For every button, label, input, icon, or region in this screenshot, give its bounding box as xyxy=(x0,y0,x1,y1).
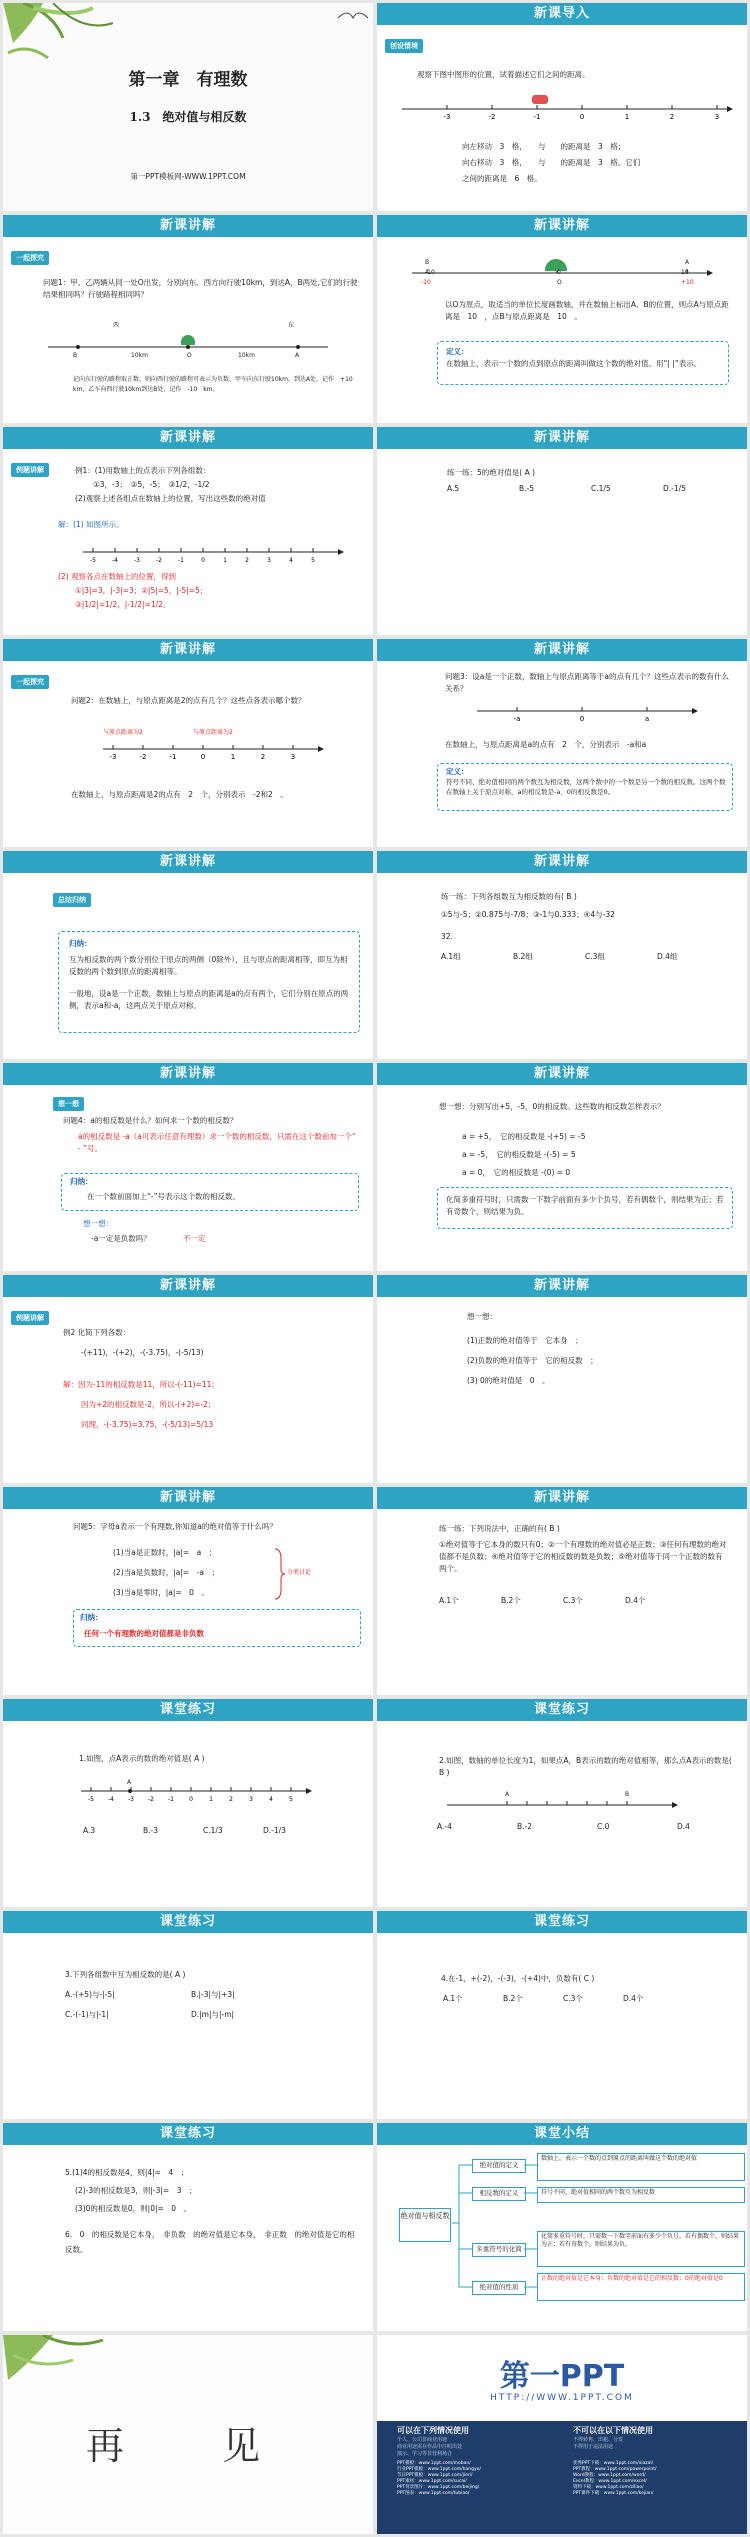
slide-header: 新课讲解 xyxy=(377,1063,747,1085)
slide-header: 课堂练习 xyxy=(377,1911,747,1933)
number-line xyxy=(412,251,712,291)
slide-def-abs xyxy=(377,215,747,423)
case-1: (1)当a是正数时，|a|= a ； xyxy=(113,1548,217,1557)
tick-label: -3 xyxy=(443,113,451,121)
bamboo-decoration xyxy=(3,3,373,63)
car-icon xyxy=(181,335,195,345)
tick-label: -5 xyxy=(90,557,96,564)
choice-d: D.4个 xyxy=(623,1994,644,2003)
summary-text: 在一个数前面加上“-”号表示这个数的相反数。 xyxy=(87,1192,240,1201)
slide-question-5 xyxy=(3,1487,373,1695)
tick-label: -3 xyxy=(109,753,117,761)
tick-label: -5 xyxy=(88,1796,94,1803)
slide-header: 新课讲解 xyxy=(377,639,747,661)
desc-text: 以O为原点，取适当的单位长度画数轴，并在数轴上标出A、B的位置，则点A与原点距离是 10 ，点B与原点距离是 10 。 xyxy=(445,300,729,321)
summary-box xyxy=(437,1187,733,1229)
tick-label: -1 xyxy=(533,113,541,121)
row-1: a = +5， 它的相反数是 -(+5) = -5 xyxy=(462,1132,586,1141)
summary-title: 归纳： xyxy=(70,1177,93,1186)
q6: 6. 0 的相反数是它本身， 非负数 的绝对值是它本身， 非正数 的绝对值是它的相反数。 xyxy=(65,2230,355,2254)
link-item[interactable]: 资料下载：www.1ppt.com/ziliao/ xyxy=(573,2485,644,2490)
point-b-label: B xyxy=(625,1791,630,1798)
slide-goodbye xyxy=(3,2335,373,2534)
think-title: 想一想： xyxy=(83,1219,113,1228)
q2: (2)观察上述各组点在数轴上的位置，写出这些数的绝对值 xyxy=(75,494,266,503)
slide-practice-1 xyxy=(377,427,747,635)
option-b: B.-5 xyxy=(519,484,535,493)
slide-header: 新课讲解 xyxy=(377,851,747,873)
dir-east: 东 xyxy=(288,322,295,329)
link-item[interactable]: 优秀PPT下载：www.1ppt.com/xiazai/ xyxy=(573,2461,654,2466)
site-label: 第一PPT模板网-WWW.1PPT.COM xyxy=(130,172,246,181)
q5-2: (2)-3的相反数是3，则|-3|= 3 ； xyxy=(75,2186,197,2195)
link-item[interactable]: 节日PPT模板：www.1ppt.com/jieri/ xyxy=(397,2473,473,2478)
left-item: 个人、公司非商业用途 xyxy=(397,2437,448,2443)
slide-think-3 xyxy=(377,1275,747,1483)
detail-multi-sign: 化简多重符号时，只需数一下数字前面有多少个负号，若有偶数个，则结果为正；若有奇数个，则结果为负。 xyxy=(537,2231,745,2267)
tick-label: -1 xyxy=(178,557,184,564)
answer-3: 同理，-(-3.75)=3.75，-(-5/13)=5/13 xyxy=(81,1420,214,1429)
node-abs-def: 绝对值的定义 xyxy=(472,2159,526,2173)
tick-label: -3 xyxy=(134,557,140,564)
tick-label: 1 xyxy=(209,1796,213,1803)
choice-d: D.4 xyxy=(677,1822,690,1831)
question-text: 问题2：在数轴上，与原点距离是2的点有几个？这些点各表示哪个数？ xyxy=(71,696,306,705)
link-item[interactable]: Excel教程：www.1ppt.com/excel/ xyxy=(573,2479,647,2484)
tick-label: 2 xyxy=(245,557,249,564)
slide-header: 课堂练习 xyxy=(377,1699,747,1721)
number-line xyxy=(103,739,323,765)
summary-box xyxy=(73,1609,361,1647)
choice-b: B.2组 xyxy=(513,952,533,961)
section-tag: 总结归纳 xyxy=(53,893,91,907)
q1b: ①3，-3； ②5，-5； ③1/2，-1/2 xyxy=(93,480,210,489)
case-3: (3)当a是零时，|a|= 0 。 xyxy=(113,1588,209,1597)
slide-header: 课堂小结 xyxy=(377,2123,747,2145)
tick-label: -3 xyxy=(128,1796,134,1803)
right-items xyxy=(573,2437,623,2451)
link-list-left xyxy=(397,2461,562,2497)
option-b: B.|-3|与|+3| xyxy=(191,1990,235,1999)
slide-header: 新课讲解 xyxy=(3,1275,373,1297)
node-opp-def: 相反数的定义 xyxy=(472,2187,526,2201)
ans2: (2) 观察各点在数轴上的位置，得到 xyxy=(58,572,177,581)
label-dist-right: 与原点距离为2 xyxy=(193,729,233,736)
root-node: 绝对值与相反数 xyxy=(399,2208,451,2242)
tick-label: 2 xyxy=(260,753,266,761)
answer-text: 在数轴上，与原点距离是2的点有 2 个，分别表示 -2和2 。 xyxy=(71,790,288,799)
tick-label: 0 xyxy=(200,753,206,761)
option-d: D.|m|与|-m| xyxy=(191,2010,235,2019)
q5-1: 5.(1)4的相反数是4，则|4|= 4 ； xyxy=(65,2168,189,2177)
slide-think-1 xyxy=(3,1063,373,1271)
link-item[interactable]: 行业PPT模板：www.1ppt.com/hangye/ xyxy=(397,2467,481,2472)
car-icon xyxy=(532,95,548,104)
choice-d: D.4组 xyxy=(657,952,678,961)
left-item: 演示、学习等非营利场合 xyxy=(397,2451,453,2457)
left-title: 可以在下列情况使用 xyxy=(397,2426,469,2435)
tick-label: 0 xyxy=(201,557,205,564)
label-10km-left: 10km xyxy=(131,352,148,359)
chapter-title: 第一章 有理数 xyxy=(128,70,248,90)
slide-explore-1 xyxy=(3,215,373,423)
summary-title: 归纳： xyxy=(80,1613,103,1622)
tick-0: 0 xyxy=(557,269,561,276)
choice-b: B.2个 xyxy=(503,1994,523,2003)
options-text: ①5与-5；②0.875与-7/8；③-1与0.333；④4与-32 xyxy=(441,910,615,919)
extra-text: 32. xyxy=(441,932,453,941)
goodbye-text: 再 见 xyxy=(85,2424,290,2468)
link-item[interactable]: PPT图表：www.1ppt.com/tubiao/ xyxy=(397,2491,470,2496)
slide-header: 新课讲解 xyxy=(3,1487,373,1509)
intro-text: 观察下图中图形的位置，试着描述它们之间的距离。 xyxy=(417,70,590,79)
slide-branding xyxy=(377,2335,747,2534)
number-line xyxy=(83,544,343,568)
slide-header: 课堂练习 xyxy=(3,1911,373,1933)
tick-label: -2 xyxy=(156,557,162,564)
tick-label: 3 xyxy=(290,753,296,761)
left-item: 商业用途需在作品中注明出处 xyxy=(397,2444,463,2450)
label-plus10: +10 xyxy=(681,279,694,286)
label-b: B xyxy=(425,259,430,266)
think-title: 想一想： xyxy=(467,1312,497,1321)
slide-header: 新课讲解 xyxy=(377,427,747,449)
choice-a: A.1组 xyxy=(441,952,461,961)
row-3: a = 0， 它的相反数是 -(0) = 0 xyxy=(462,1168,571,1177)
label-o: O xyxy=(557,279,562,286)
label-10km-right: 10km xyxy=(238,352,255,359)
tick-label: -4 xyxy=(112,557,118,564)
slide-header: 新课讲解 xyxy=(3,215,373,237)
option-a: A.-(+5)与-|-5| xyxy=(65,1990,115,1999)
section-tag: 一起探究 xyxy=(11,251,49,265)
brace xyxy=(275,1549,285,1599)
question-text: 4.在-1，+(-2)，-(-3)，-(+4)中，负数有( C ) xyxy=(441,1974,595,1983)
choice-c: C.0 xyxy=(597,1822,610,1831)
choice-c: C.3组 xyxy=(585,952,605,961)
choice-c: C.3个 xyxy=(563,1596,583,1605)
tick-label: 5 xyxy=(289,1796,293,1803)
slide-header: 新课讲解 xyxy=(377,1487,747,1509)
detail-abs-def: 数轴上，表示一个数的点到原点的距离叫做这个数的绝对值 xyxy=(537,2153,745,2181)
tick-label: 3 xyxy=(714,113,720,121)
tick-label: -4 xyxy=(108,1796,114,1803)
number-line xyxy=(447,1795,677,1815)
rule-3: (3) 0的绝对值是 0 。 xyxy=(467,1376,550,1385)
cover-slide xyxy=(3,3,373,211)
dir-west: 西 xyxy=(113,322,120,329)
slide-explore-3 xyxy=(377,639,747,847)
slide-think-2 xyxy=(377,1063,747,1271)
question-text: 练一练：下列说法中，正确的有( B ) xyxy=(439,1524,560,1533)
question-text: 2.如图，数轴的单位长度为1，如果点A，B表示的数的绝对值相等，那么点A表示的数是( B ) xyxy=(439,1756,732,1777)
q1: 例1：(1)用数轴上的点表示下列各组数： xyxy=(75,466,211,475)
point-a-label: A xyxy=(505,1791,510,1798)
tick-label: 4 xyxy=(289,557,293,564)
tick-label: -1 xyxy=(169,753,177,761)
tick-label: 0 xyxy=(579,113,585,121)
choice-c: C.1/3 xyxy=(203,1826,223,1835)
tick-label: 3 xyxy=(249,1796,253,1803)
think-a: 不一定 xyxy=(183,1234,206,1243)
answer-text: 在数轴上，与原点距离是a的点有 2 个，分别表示 -a和a xyxy=(445,740,647,749)
ans4: ③|1/2|=1/2，|-1/2|=1/2。 xyxy=(75,600,171,609)
tick-label: 2 xyxy=(669,113,675,121)
tick-label: 3 xyxy=(267,557,271,564)
slide-practice-3 xyxy=(377,1487,747,1695)
label-minus10: -10 xyxy=(421,279,431,286)
link-item[interactable]: Word教程：www.1ppt.com/word/ xyxy=(573,2473,646,2478)
tick-label: 4 xyxy=(269,1796,273,1803)
tick-label: a xyxy=(644,715,650,723)
link-list-right xyxy=(573,2461,738,2497)
tick-label: 0 xyxy=(189,1796,193,1803)
node-multi-sign: 多重符号的化简 xyxy=(472,2243,526,2257)
point-a-label: A xyxy=(127,1779,132,1786)
statements: ①绝对值等于它本身的数只有0；②一个有理数的绝对值必是正数；③任何有理数的绝对值都不是负数；④绝对值等于它的相反数的数是负数；⑤绝对值等于同一个正数的数有两个。 xyxy=(439,1540,727,1573)
slide-intro xyxy=(377,3,747,211)
question-text: 1.如图，点A表示的数的绝对值是( A ) xyxy=(79,1754,205,1763)
slide-header: 课堂练习 xyxy=(3,1699,373,1721)
tick-label: 0 xyxy=(579,715,585,723)
answer-1: 解：因为-11的相反数是11，所以-(-11)=11； xyxy=(63,1380,219,1389)
side-label: 分类讨论 xyxy=(287,1569,312,1576)
row-2: a = -5， 它的相反数是 -(-5) = 5 xyxy=(462,1150,576,1159)
choice-b: B.2个 xyxy=(501,1596,521,1605)
slide-exercise-1 xyxy=(3,1699,373,1907)
number-line xyxy=(402,97,732,127)
tick-label: 1 xyxy=(230,753,236,761)
link-item[interactable]: PPT教程：www.1ppt.com/powerpoint/ xyxy=(573,2467,657,2472)
summary-p2: 一般地，设a是一个正数，数轴上与原点的距离是a的点有两个，它们分别在原点的两侧，表示a和-a，这两点关于原点对称。 xyxy=(69,989,349,1010)
tick-label: -2 xyxy=(139,753,147,761)
option-c: C.-(-1)与|-1| xyxy=(65,2010,109,2019)
slide-exercise-3 xyxy=(3,1911,373,2119)
tick-10: 10 xyxy=(681,269,689,276)
section-tag: 想一想 xyxy=(53,1097,84,1111)
slide-header: 新课导入 xyxy=(377,3,747,25)
logo-text: 第一PPT xyxy=(499,2359,625,2394)
right-title: 不可以在以下情况使用 xyxy=(573,2426,653,2435)
choice-b: B.-3 xyxy=(143,1826,159,1835)
case-2: (2)当a是负数时，|a|= -a ； xyxy=(113,1568,219,1577)
tick-label: -1 xyxy=(168,1796,174,1803)
choice-a: A.3 xyxy=(83,1826,96,1835)
note-text: 记向东行驶的路程取正数，则向西行驶的路程可表示为负数，甲车向东行驶10km，到达A处，记作 +10 km，乙车向西行驶10km到达B处，记作 -10 km。 xyxy=(73,376,359,393)
choice-a: A.-4 xyxy=(437,1822,452,1831)
tick-label: 2 xyxy=(229,1796,233,1803)
question-text: 3.下列各组数中互为相反数的是( A ) xyxy=(65,1970,186,1979)
section-tag: 一起探究 xyxy=(11,675,49,689)
summary-p1: 互为相反数的两个数分别位于原点的两侧（0除外），且与原点的距离相等，即互为相反数的两个数到原点的距离相等。 xyxy=(69,955,348,976)
def-text: 在数轴上，表示一个数的点到原点的距离叫做这个数的绝对值。用“| |”表示。 xyxy=(446,359,702,368)
summary-title: 归纳： xyxy=(69,939,92,948)
def-text: 符号不同、绝对值相同的两个数互为相反数，这两个数中的一个数是另一个数的相反数。这两个数在数轴上关于原点对称，a的相反数是-a，0的相反数是0。 xyxy=(446,778,726,796)
slide-header: 新课讲解 xyxy=(3,1063,373,1085)
bird-decoration xyxy=(333,3,373,33)
answer-text: a的相反数是 -a（a可表示任意有理数）求一个数的相反数，只需在这个数前加一个“ - ”号。 xyxy=(78,1132,356,1153)
choice-d: D.4个 xyxy=(625,1596,646,1605)
choice-b: B.-2 xyxy=(517,1822,533,1831)
info-panel xyxy=(377,2421,747,2534)
tick-label: 5 xyxy=(311,557,315,564)
ans3: ①|3|=3，|-3|=3；②|5|=5，|-5|=5； xyxy=(75,586,208,595)
logo-url: HTTP://WWW.1PPT.COM xyxy=(490,2393,634,2403)
tick-minus10: -10 xyxy=(425,269,435,276)
option-c: C.1/5 xyxy=(591,484,611,493)
label-o: O xyxy=(187,352,192,359)
link-item[interactable]: PPT模板：www.1ppt.com/moban/ xyxy=(397,2461,471,2466)
definition-box xyxy=(437,763,733,811)
section-tag: 例题讲解 xyxy=(11,1311,49,1325)
rule-2: (2)负数的绝对值等于 它的相反数 ； xyxy=(467,1356,598,1365)
link-item[interactable]: PPT课件下载：www.1ppt.com/kejian/ xyxy=(573,2491,654,2496)
label-a: A xyxy=(295,352,300,359)
detail-abs-prop: 正数的绝对值是它本身；负数的绝对值是它的相反数；0的绝对值是0 xyxy=(537,2273,745,2301)
slide-example-1 xyxy=(3,427,373,635)
slide-header: 新课讲解 xyxy=(3,639,373,661)
question-text: 问题4：a的相反数是什么？如何求一个数的相反数？ xyxy=(63,1116,238,1125)
section-tag: 例题讲解 xyxy=(11,463,49,477)
line3: 之间的距离是 6 格。 xyxy=(462,174,542,183)
line1: 向左移动 3 格， 与 的距离是 3 格； xyxy=(462,142,626,151)
question-text: 例2 化简下列各数： xyxy=(63,1328,131,1337)
option-d: D.-1/5 xyxy=(663,484,686,493)
rule-1: (1)正数的绝对值等于 它本身 ； xyxy=(467,1336,583,1345)
tick-label: -2 xyxy=(148,1796,154,1803)
slide-exercise-4 xyxy=(377,1911,747,2119)
question-text: 练一练：下列各组数互为相反数的有( B ) xyxy=(441,892,577,901)
slide-summary-1 xyxy=(3,851,373,1059)
road-line xyxy=(48,335,348,365)
slide-summary-2 xyxy=(377,2123,747,2331)
definition-box xyxy=(437,341,729,385)
def-title: 定义： xyxy=(446,767,469,776)
think-q: -a一定是负数吗？ xyxy=(91,1234,151,1243)
slide-explore-2 xyxy=(3,639,373,847)
right-item: 不得转售、出租、分发 xyxy=(573,2437,624,2443)
label-a: A xyxy=(685,259,690,266)
def-title: 定义： xyxy=(446,347,469,356)
choice-a: A.1个 xyxy=(443,1994,463,2003)
question-text: 想一想：分别写出+5，-5，0的相反数。这些数的相反数怎样表示？ xyxy=(439,1102,665,1111)
question-text: 问题5：字母a表示一个有理数,你知道a的绝对值等于什么吗？ xyxy=(73,1522,277,1531)
number-line xyxy=(477,701,697,727)
question-items: -(+11)，-(+2)，-(-3.75)，-(-5/13) xyxy=(81,1348,204,1357)
slide-header: 新课讲解 xyxy=(377,215,747,237)
link-item[interactable]: PPT背景图片：www.1ppt.com/beijing/ xyxy=(397,2485,480,2490)
choice-a: A.1个 xyxy=(439,1596,459,1605)
question-text: 问题1：甲、乙两辆从同一处O出发，分别向东、西方向行驶10km，到达A，B两处,它们的行驶结果相同吗？行驶路程相同吗？ xyxy=(43,278,358,299)
summary-box xyxy=(61,1173,359,1211)
tick-label: -a xyxy=(513,715,521,723)
left-items xyxy=(397,2437,462,2458)
number-line xyxy=(81,1781,311,1807)
slide-example-2 xyxy=(3,1275,373,1483)
question-text: 练一练：5的绝对值是( A ) xyxy=(447,468,536,477)
summary-box xyxy=(58,931,360,1033)
ans1: 解：(1) 如图所示。 xyxy=(58,520,124,529)
label-dist-left: 与原点距离为2 xyxy=(103,729,143,736)
link-item[interactable]: PPT素材：www.1ppt.com/sucai/ xyxy=(397,2479,467,2484)
answer-2: 因为+2的相反数是-2，所以-(+2)=-2； xyxy=(81,1400,216,1409)
tick-label: 1 xyxy=(223,557,227,564)
summary-text: 化简多重符号时，只需数一下数字前面有多少个负号，若有偶数个，则结果为正；若有奇数个，则结果为负。 xyxy=(446,1195,724,1216)
line2: 向右移动 3 格， 与 的距离是 3 格。它们 xyxy=(462,158,641,167)
bamboo-decoration xyxy=(3,2335,373,2395)
right-item: 不得用于违法用途 xyxy=(573,2444,614,2450)
choice-c: C.3个 xyxy=(563,1994,583,2003)
slide-header: 新课讲解 xyxy=(377,1275,747,1297)
slide-exercise-5 xyxy=(3,2123,373,2331)
section-title: 1.3 绝对值与相反数 xyxy=(129,110,247,124)
option-a: A.5 xyxy=(447,484,460,493)
node-abs-prop: 绝对值的性质 xyxy=(472,2281,526,2295)
tick-label: -2 xyxy=(488,113,496,121)
section-tag: 创设情境 xyxy=(385,39,423,53)
choice-d: D.-1/3 xyxy=(263,1826,286,1835)
detail-opp-def: 符号不同、绝对值相同的两个数互为相反数 xyxy=(537,2187,745,2203)
tick-label: 1 xyxy=(624,113,630,121)
slide-header: 新课讲解 xyxy=(3,851,373,873)
label-b: B xyxy=(73,352,78,359)
slide-exercise-2 xyxy=(377,1699,747,1907)
q5-3: (3)0的相反数是0，则|0|= 0 。 xyxy=(75,2204,192,2213)
slide-header: 新课讲解 xyxy=(3,427,373,449)
summary-text: 任何一个有理数的绝对值都是非负数 xyxy=(84,1629,204,1638)
slide-practice-2 xyxy=(377,851,747,1059)
question-text: 问题3：设a是一个正数，数轴上与原点距离等于a的点有几个？这些点表示的数有什么关系？ xyxy=(445,672,729,693)
slide-header: 课堂练习 xyxy=(3,2123,373,2145)
